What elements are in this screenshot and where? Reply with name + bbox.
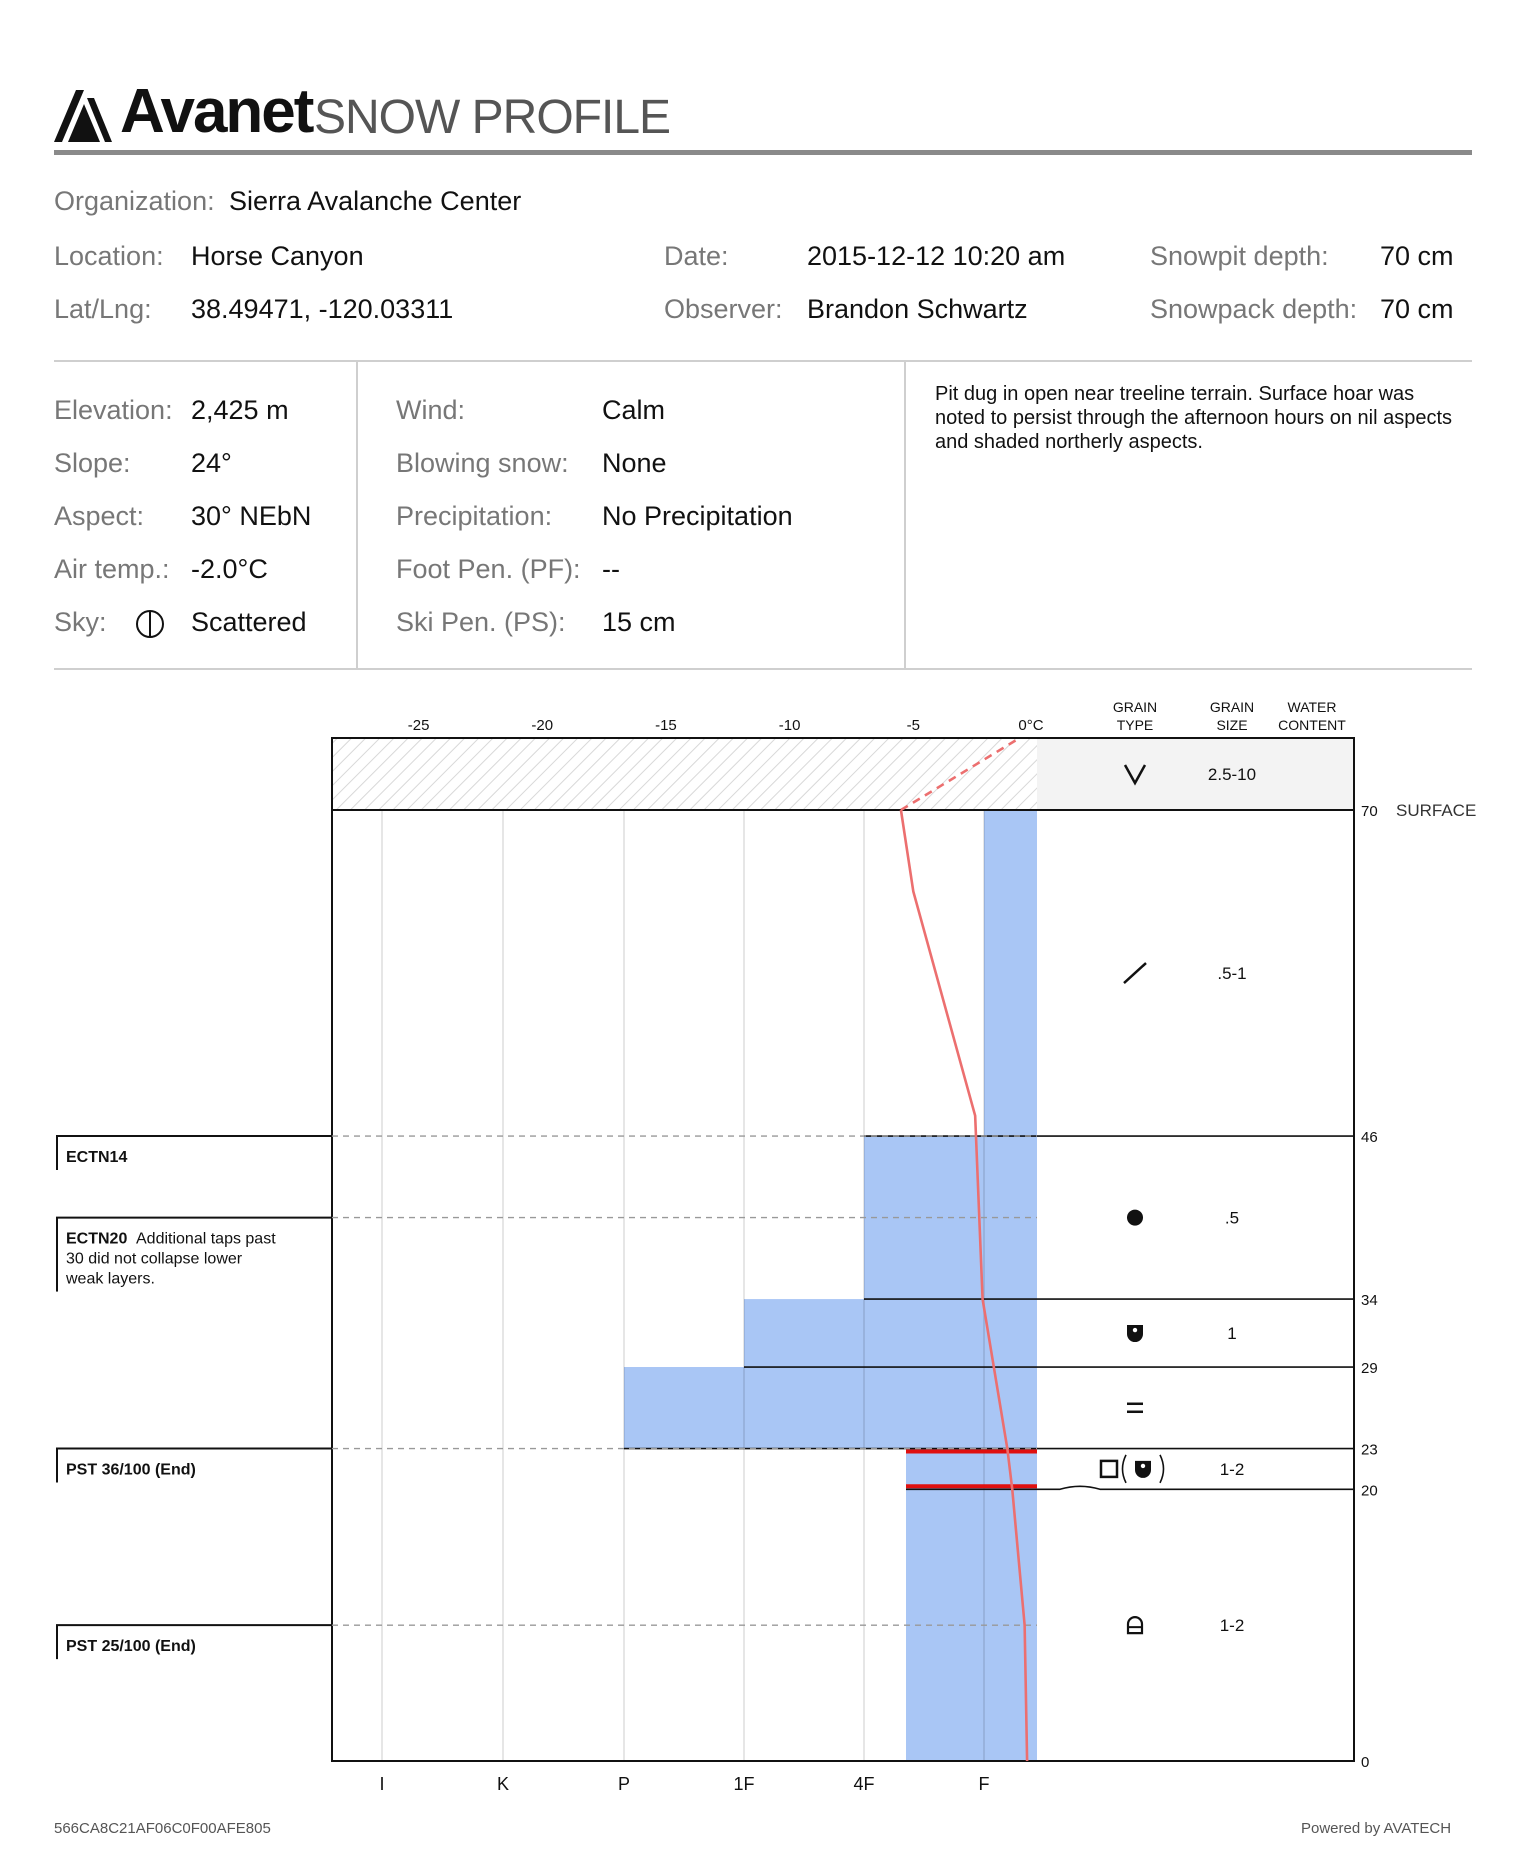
- grain-size-value: 1: [1227, 1324, 1237, 1344]
- aspect-value: 30° NEbN: [191, 501, 312, 531]
- depth-tick-label: 46: [1361, 1129, 1378, 1147]
- organization-label: Organization:: [54, 186, 215, 216]
- hardness-label: P: [617, 1774, 631, 1794]
- grain-size-header: SIZE: [1216, 717, 1248, 733]
- wind-label: Wind:: [396, 395, 466, 425]
- depth-tick-label: 70: [1361, 803, 1378, 820]
- profile-id: 566CA8C21AF06C0F00AFE805: [54, 1820, 271, 1837]
- hardness-label: I: [379, 1774, 385, 1794]
- test-note: Additional taps past: [136, 1230, 276, 1248]
- depth-tick-label: 29: [1361, 1360, 1378, 1378]
- surface-hatch: [332, 738, 1037, 810]
- slope-label: Slope:: [54, 448, 131, 478]
- rounded-grains-icon: [1127, 1210, 1143, 1226]
- observer-value: Brandon Schwartz: [807, 294, 1028, 324]
- grain-size-header: GRAIN: [1209, 699, 1255, 715]
- test-label: ECTN20: [66, 1230, 128, 1248]
- latlng-label: Lat/Lng:: [54, 294, 152, 324]
- date-value: 2015-12-12 10:20 am: [807, 241, 1066, 271]
- faceted-rounding-icon: [1101, 1455, 1164, 1483]
- hardness-label: K: [496, 1774, 510, 1794]
- rounding-faceted-icon: [1141, 1464, 1145, 1468]
- blowing-snow-label: Blowing snow:: [396, 448, 569, 478]
- rounding-faceted-icon: [1135, 1461, 1151, 1478]
- location-value: Horse Canyon: [191, 241, 364, 271]
- grain-size-value: 1-2: [1219, 1459, 1245, 1479]
- faceted-icon: [1101, 1461, 1117, 1477]
- weather-notes-divider: [904, 362, 906, 668]
- rounded-grains-icon: [1127, 1210, 1143, 1226]
- precipitation-value: No Precipitation: [602, 501, 793, 531]
- location-label: Location:: [54, 241, 164, 271]
- depth-hoar-icon: [1128, 1617, 1142, 1633]
- ski-pen-label: Ski Pen. (PS):: [396, 607, 566, 637]
- surface-band: [1037, 738, 1354, 810]
- temp-tick-label: -15: [655, 717, 677, 734]
- observer-label: Observer:: [664, 294, 783, 324]
- foot-pen-label: Foot Pen. (PF):: [396, 554, 581, 584]
- temp-tick-label: -25: [407, 717, 430, 734]
- chart-frame: [332, 738, 1354, 1761]
- grain-size-value: .5-1: [1217, 964, 1247, 984]
- test-note: 30 did not collapse lower: [66, 1250, 243, 1268]
- info-divider: [54, 360, 1472, 362]
- hardness-label: 1F: [733, 1774, 755, 1794]
- blowing-snow-value: None: [602, 448, 667, 478]
- test-label: PST 25/100 (End): [66, 1638, 196, 1656]
- precipitation-label: Precipitation:: [396, 501, 553, 531]
- rounding-faceted-icon: [1133, 1328, 1137, 1332]
- rounding-faceted-icon: [1127, 1325, 1143, 1342]
- snowpit-depth-label: Snowpit depth:: [1150, 241, 1329, 271]
- decomposing-fragments-icon: [1124, 963, 1146, 983]
- temp-tick-label: -5: [906, 717, 920, 734]
- elevation-label: Elevation:: [54, 395, 173, 425]
- crust-icon: [1127, 1404, 1143, 1412]
- water-content-header: WATER: [1287, 699, 1337, 715]
- page-title: SNOW PROFILE: [314, 91, 671, 144]
- ski-pen-value: 15 cm: [602, 607, 676, 637]
- snow-profile-chart: [0, 680, 1520, 1840]
- depth-tick-label: 0: [1361, 1754, 1370, 1771]
- air-temp-value: -2.0°C: [191, 554, 268, 584]
- hardness-bar: [984, 810, 1037, 1136]
- test-label: ECTN14: [66, 1149, 128, 1167]
- powered-by: Powered by AVATECH: [1301, 1820, 1452, 1837]
- header: [54, 77, 1474, 150]
- site-weather-divider: [356, 362, 358, 668]
- hardness-bar: [906, 1449, 1037, 1490]
- water-content-header: CONTENT: [1278, 717, 1346, 733]
- notes-bottom-divider: [54, 668, 1472, 670]
- hardness-label: F: [978, 1774, 990, 1794]
- hardness-label: 4F: [853, 1774, 875, 1794]
- paren-left-icon: [1123, 1455, 1127, 1483]
- snowpack-depth-value: 70 cm: [1380, 294, 1454, 324]
- temp-zero-label: 0°C: [1018, 717, 1044, 734]
- rounding-faceted-icon: [1127, 1325, 1143, 1342]
- depth-tick-label: 34: [1361, 1292, 1378, 1310]
- depth-hoar-icon: [1128, 1617, 1142, 1633]
- paren-right-icon: [1160, 1455, 1164, 1483]
- latlng-value: 38.49471, -120.03311: [191, 294, 454, 324]
- date-label: Date:: [664, 241, 729, 271]
- wind-value: Calm: [602, 395, 666, 425]
- info-organization: [54, 186, 521, 217]
- grain-size-value: 2.5-10: [1207, 765, 1257, 784]
- test-label: PST 36/100 (End): [66, 1461, 196, 1479]
- sky-label: Sky:: [54, 607, 107, 637]
- test-note: weak layers.: [66, 1270, 155, 1288]
- sky-value: Scattered: [191, 607, 307, 637]
- avanet-logo-icon: [54, 86, 112, 144]
- decomposing-fragments-icon: [1124, 963, 1146, 983]
- grain-type-header: TYPE: [1116, 717, 1154, 733]
- brand-name: Avanet: [120, 77, 313, 146]
- hardness-bar: [624, 1367, 1037, 1449]
- slope-value: 24°: [191, 448, 232, 478]
- sky-scattered-icon: [134, 608, 166, 640]
- snowpack-depth-label: Snowpack depth:: [1150, 294, 1358, 324]
- depth-tick-label: 23: [1361, 1441, 1378, 1459]
- foot-pen-value: --: [602, 554, 620, 584]
- surface-label: SURFACE: [1396, 801, 1477, 820]
- snowpit-depth-value: 70 cm: [1380, 241, 1454, 271]
- notes-text: Pit dug in open near treeline terrain. Surface hoar was noted to persist through the afternoon hours on nil aspects and shaded northerly aspects.: [935, 383, 1453, 453]
- depth-tick-label: 20: [1361, 1482, 1378, 1500]
- grain-size-value: 1-2: [1219, 1616, 1245, 1636]
- elevation-value: 2,425 m: [191, 395, 289, 425]
- air-temp-label: Air temp.:: [54, 554, 170, 584]
- temp-tick-label: -20: [531, 717, 554, 734]
- organization-value: Sierra Avalanche Center: [229, 186, 522, 216]
- grain-type-header: GRAIN: [1112, 699, 1158, 715]
- temp-tick-label: -10: [778, 717, 801, 734]
- grain-size-value: .5: [1224, 1208, 1240, 1228]
- aspect-label: Aspect:: [54, 501, 145, 531]
- header-rule: [54, 150, 1472, 155]
